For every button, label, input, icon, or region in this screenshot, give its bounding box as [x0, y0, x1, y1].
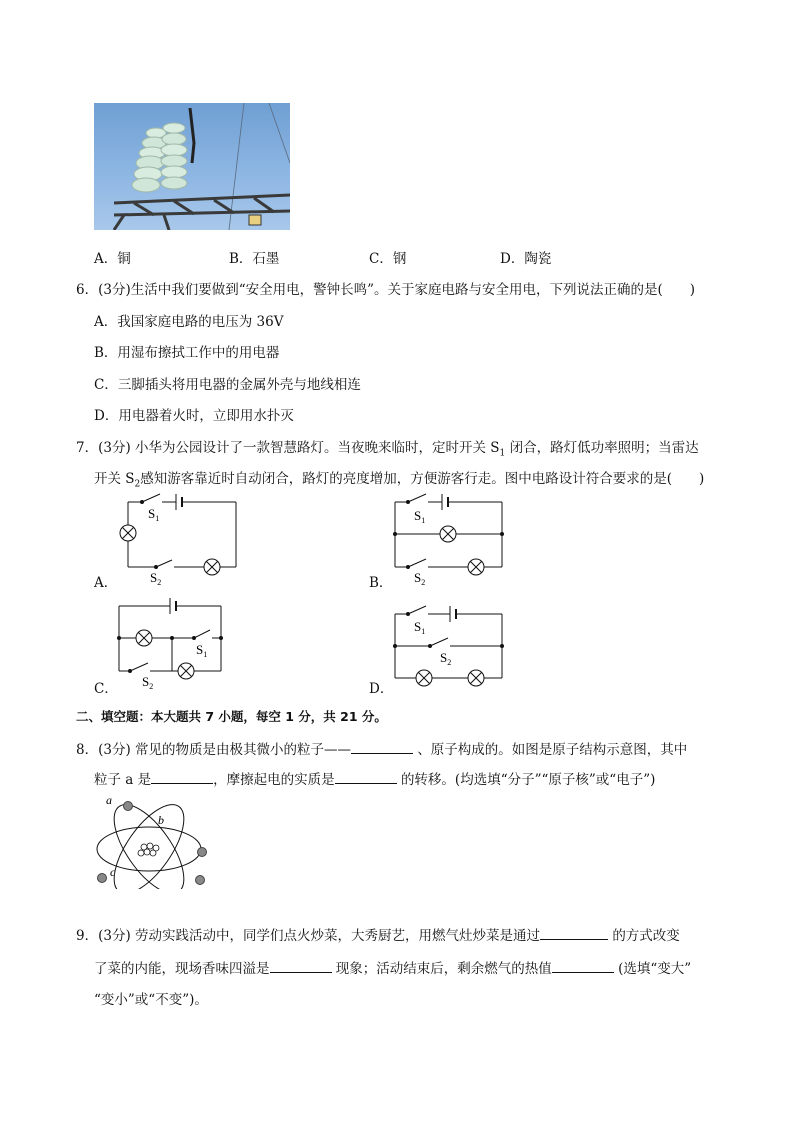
q6-option-a: A．我国家庭电路的电压为 36V: [94, 314, 284, 330]
switch-label-s2: $S_2$: [440, 650, 452, 667]
q6-option-c: C．三脚插头将用电器的金属外壳与地线相连: [94, 377, 361, 393]
q9-stem-line2: 了菜的内能，现场香味四溢是 现象；活动结束后，剩余燃气的热值 (选填“变大”: [94, 961, 692, 977]
answer-blank[interactable]: [552, 971, 614, 973]
lamp-icon: [136, 630, 152, 646]
lamp-icon: [416, 670, 432, 686]
option-letter: A．: [94, 251, 118, 267]
switch-label-s2: $S_2$: [142, 674, 154, 691]
option-letter: B．: [229, 251, 253, 267]
section-heading: 二、填空题：本大题共 7 小题，每空 1 分，共 21 分。: [76, 709, 387, 724]
electron-orbit: [101, 794, 197, 889]
circuit-d: [395, 606, 502, 678]
q5-option-d: [500, 247, 551, 267]
q7-circuit-diagrams: [90, 490, 730, 705]
q9-stem-line3: “变小”或“不变”)。: [94, 992, 208, 1008]
lamp-icon: [120, 525, 136, 541]
q6-option-b: B．用湿布擦拭工作中的用电器: [94, 345, 280, 361]
option-letter: C．: [369, 251, 393, 267]
electron: [196, 876, 205, 885]
lamp-icon: [468, 670, 484, 686]
q7-option-b: B．: [369, 575, 393, 591]
q6-stem: 6．(3分)生活中我们要做到“安全用电，警钟长鸣”。关于家庭电路与安全用电，下列说法正确的是( ): [76, 282, 696, 298]
circuit-a: [128, 494, 236, 569]
switch-label-s2: $S_2$: [150, 570, 162, 587]
option-text: 钢: [392, 251, 407, 267]
answer-blank[interactable]: [351, 752, 413, 754]
label-b: b: [158, 813, 164, 827]
insulator-photo: [94, 103, 290, 230]
q9-stem-line1: 9．(3分) 劳动实践活动中，同学们点火炒菜，大秀厨艺，用燃气灶炒菜是通过 的方式改变: [76, 928, 680, 944]
q7-option-a: A．: [94, 575, 118, 591]
q7-stem-line2: 开关 $S_2$感知游客靠近时自动闭合，路灯的亮度增加，方便游客行走。图中电路设计符合要求的是( ): [94, 471, 705, 490]
switch-label-s1: $S_1$: [148, 506, 160, 523]
switch-label-s1: $S_1$: [196, 642, 208, 659]
circuit-c: [119, 598, 221, 673]
option-text: 陶瓷: [524, 251, 552, 267]
switch-label-s1: $S_1$: [414, 508, 426, 525]
lamp-icon: [440, 526, 456, 542]
electron: [198, 848, 207, 857]
answer-blank[interactable]: [151, 782, 213, 784]
tower-structure: [114, 195, 290, 230]
q8-stem-line2: 粒子 a 是 ，摩擦起电的实质是 的转移。(均选填“分子”“原子核”或“电子”): [94, 772, 656, 788]
nucleus: [138, 843, 159, 856]
q5-option-b: [229, 247, 279, 267]
q7-option-d: D．: [369, 681, 394, 697]
answer-blank[interactable]: [270, 971, 332, 973]
q5-option-a: [94, 247, 131, 267]
lamp-icon: [178, 663, 194, 679]
option-text: 铜: [117, 251, 131, 267]
q8-stem-line1: 8．(3分) 常见的物质是由极其微小的粒子—— 、原子构成的。如图是原子结构示意图，其中: [76, 742, 688, 758]
option-letter: D．: [500, 251, 525, 267]
q5-option-c: [369, 247, 406, 267]
option-text: 石墨: [252, 251, 280, 267]
label-a: a: [106, 794, 112, 807]
switch-label-s2: $S_2$: [414, 570, 426, 587]
q6-option-d: D．用电器着火时，立即用水扑灭: [94, 408, 294, 424]
answer-blank[interactable]: [540, 938, 608, 940]
electron-orbit: [101, 794, 197, 889]
insulator-discs: [132, 123, 187, 192]
switch-label-s1: $S_1$: [414, 619, 426, 636]
lamp-icon: [204, 559, 220, 575]
insulator-illustration: [94, 103, 290, 230]
label-c: c: [110, 865, 116, 879]
answer-blank[interactable]: [335, 782, 397, 784]
electron: [98, 874, 107, 883]
electron: [124, 802, 133, 811]
lamp-icon: [468, 559, 484, 575]
q7-option-c: C．: [94, 681, 118, 697]
atom-structure-diagram: [94, 794, 214, 889]
q7-stem-line1: 7．(3分) 小华为公园设计了一款智慧路灯。当夜晚来临时，定时开关 $S_1$ 闭合，路灯低功率照明；当雷达: [76, 440, 699, 459]
